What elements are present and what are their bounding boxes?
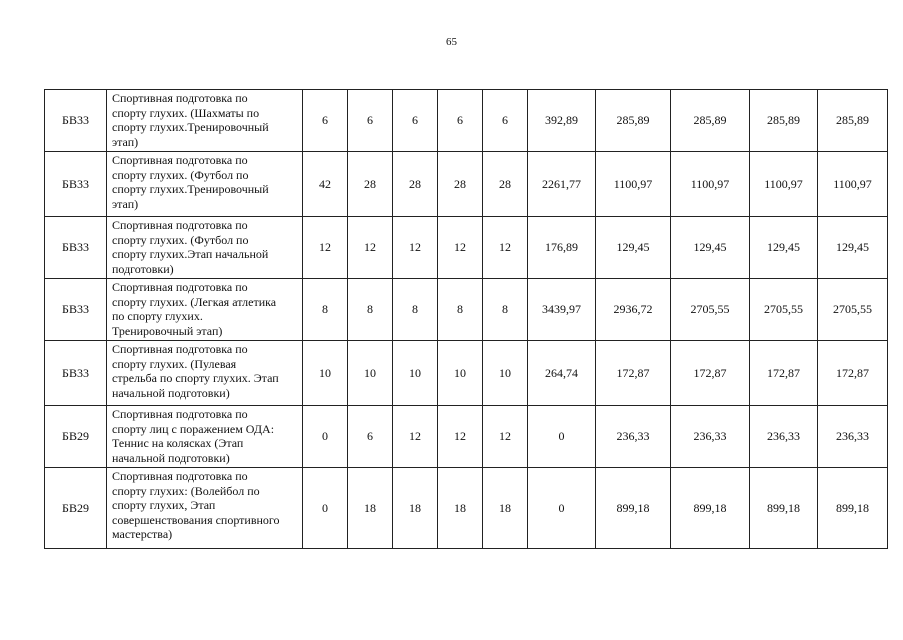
description-line: спорту глухих.Этап начальной — [112, 247, 269, 262]
code-cell: БВ29 — [45, 406, 107, 468]
description-line: спорту глухих. (Футбол по — [112, 167, 249, 182]
count-cell: 18 — [483, 468, 528, 549]
amount-cell: 0 — [528, 406, 596, 468]
count-cell: 6 — [303, 90, 348, 152]
amount-cell: 129,45 — [750, 217, 818, 279]
description-cell — [107, 90, 303, 152]
count-cell: 12 — [483, 217, 528, 279]
description-line: начальной подготовки) — [112, 385, 230, 400]
table-row — [45, 341, 888, 406]
description-line: этап) — [112, 134, 139, 149]
count-cell: 18 — [348, 468, 393, 549]
description-cell — [107, 468, 303, 549]
amount-cell: 172,87 — [596, 341, 671, 406]
count-cell: 42 — [303, 152, 348, 217]
amount-cell: 899,18 — [671, 468, 750, 549]
table-row — [45, 152, 888, 217]
count-cell: 6 — [348, 406, 393, 468]
amount-cell: 1100,97 — [818, 152, 888, 217]
code-cell: БВ33 — [45, 279, 107, 341]
description-line: спорту лиц с поражением ОДА: — [112, 421, 275, 436]
table-row — [45, 90, 888, 152]
description-line: начальной подготовки) — [112, 450, 230, 465]
amount-cell: 2261,77 — [528, 152, 596, 217]
amount-cell: 236,33 — [671, 406, 750, 468]
description-line: спорту глухих. (Пулевая — [112, 356, 237, 371]
page-number: 65 — [446, 36, 457, 48]
amount-cell: 176,89 — [528, 217, 596, 279]
amount-cell: 285,89 — [818, 90, 888, 152]
amount-cell: 236,33 — [750, 406, 818, 468]
description-line: спорту глухих: (Волейбол по — [112, 483, 260, 498]
amount-cell: 236,33 — [818, 406, 888, 468]
amount-cell: 236,33 — [596, 406, 671, 468]
description-line: стрельба по спорту глухих. Этап — [112, 371, 279, 386]
count-cell: 8 — [348, 279, 393, 341]
count-cell: 12 — [438, 217, 483, 279]
count-cell: 8 — [483, 279, 528, 341]
description-line: Спортивная подготовка по — [112, 469, 248, 483]
description-line: спорту глухих.Тренировочный — [112, 182, 269, 197]
description-line: совершенствования спортивного — [112, 512, 280, 527]
amount-cell: 2705,55 — [818, 279, 888, 341]
count-cell: 12 — [483, 406, 528, 468]
description-line: Спортивная подготовка по — [112, 91, 248, 105]
amount-cell: 172,87 — [750, 341, 818, 406]
count-cell: 28 — [483, 152, 528, 217]
description-line: Спортивная подготовка по — [112, 407, 248, 421]
count-cell: 12 — [393, 406, 438, 468]
table-body — [45, 90, 888, 549]
count-cell: 10 — [483, 341, 528, 406]
count-cell: 0 — [303, 406, 348, 468]
count-cell: 6 — [483, 90, 528, 152]
description-line: Спортивная подготовка по — [112, 218, 248, 232]
count-cell: 28 — [438, 152, 483, 217]
amount-cell: 2705,55 — [750, 279, 818, 341]
description-line: спорту глухих. (Легкая атлетика — [112, 294, 277, 309]
count-cell: 12 — [348, 217, 393, 279]
amount-cell: 172,87 — [671, 341, 750, 406]
count-cell: 10 — [438, 341, 483, 406]
amount-cell: 285,89 — [750, 90, 818, 152]
count-cell: 12 — [303, 217, 348, 279]
amount-cell: 264,74 — [528, 341, 596, 406]
code-cell: БВ33 — [45, 341, 107, 406]
description-line: Теннис на колясках (Этап — [112, 436, 244, 451]
count-cell: 6 — [438, 90, 483, 152]
description-cell — [107, 152, 303, 217]
count-cell: 8 — [438, 279, 483, 341]
data-table — [44, 89, 888, 549]
description-cell — [107, 279, 303, 341]
description-line: спорту глухих, Этап — [112, 498, 216, 513]
amount-cell: 0 — [528, 468, 596, 549]
description-line: спорту глухих. (Шахматы по — [112, 105, 260, 120]
count-cell: 0 — [303, 468, 348, 549]
amount-cell: 899,18 — [818, 468, 888, 549]
description-line: по спорту глухих. — [112, 309, 203, 324]
amount-cell: 172,87 — [818, 341, 888, 406]
amount-cell: 3439,97 — [528, 279, 596, 341]
amount-cell: 392,89 — [528, 90, 596, 152]
count-cell: 10 — [393, 341, 438, 406]
count-cell: 8 — [303, 279, 348, 341]
count-cell: 10 — [303, 341, 348, 406]
count-cell: 18 — [438, 468, 483, 549]
count-cell: 18 — [393, 468, 438, 549]
description-line: Спортивная подготовка по — [112, 280, 248, 294]
count-cell: 28 — [393, 152, 438, 217]
amount-cell: 285,89 — [596, 90, 671, 152]
amount-cell: 129,45 — [818, 217, 888, 279]
count-cell: 10 — [348, 341, 393, 406]
amount-cell: 2936,72 — [596, 279, 671, 341]
amount-cell: 899,18 — [750, 468, 818, 549]
count-cell: 12 — [393, 217, 438, 279]
count-cell: 6 — [393, 90, 438, 152]
amount-cell: 1100,97 — [596, 152, 671, 217]
amount-cell: 1100,97 — [750, 152, 818, 217]
description-line: Тренировочный этап) — [112, 323, 223, 338]
code-cell: БВ33 — [45, 217, 107, 279]
description-line: спорту глухих. (Футбол по — [112, 232, 249, 247]
table-row — [45, 406, 888, 468]
amount-cell: 2705,55 — [671, 279, 750, 341]
count-cell: 28 — [348, 152, 393, 217]
count-cell: 8 — [393, 279, 438, 341]
count-cell: 6 — [348, 90, 393, 152]
description-line: спорту глухих.Тренировочный — [112, 120, 269, 135]
description-line: Спортивная подготовка по — [112, 153, 248, 167]
description-line: мастерства) — [112, 527, 173, 542]
code-cell: БВ33 — [45, 152, 107, 217]
description-line: Спортивная подготовка по — [112, 342, 248, 356]
description-line: подготовки) — [112, 261, 174, 276]
table-row — [45, 468, 888, 549]
amount-cell: 285,89 — [671, 90, 750, 152]
description-cell — [107, 341, 303, 406]
amount-cell: 129,45 — [671, 217, 750, 279]
amount-cell: 899,18 — [596, 468, 671, 549]
table-row — [45, 217, 888, 279]
code-cell: БВ33 — [45, 90, 107, 152]
amount-cell: 1100,97 — [671, 152, 750, 217]
description-cell — [107, 217, 303, 279]
amount-cell: 129,45 — [596, 217, 671, 279]
code-cell: БВ29 — [45, 468, 107, 549]
table-row — [45, 279, 888, 341]
description-cell — [107, 406, 303, 468]
count-cell: 12 — [438, 406, 483, 468]
description-line: этап) — [112, 196, 139, 211]
